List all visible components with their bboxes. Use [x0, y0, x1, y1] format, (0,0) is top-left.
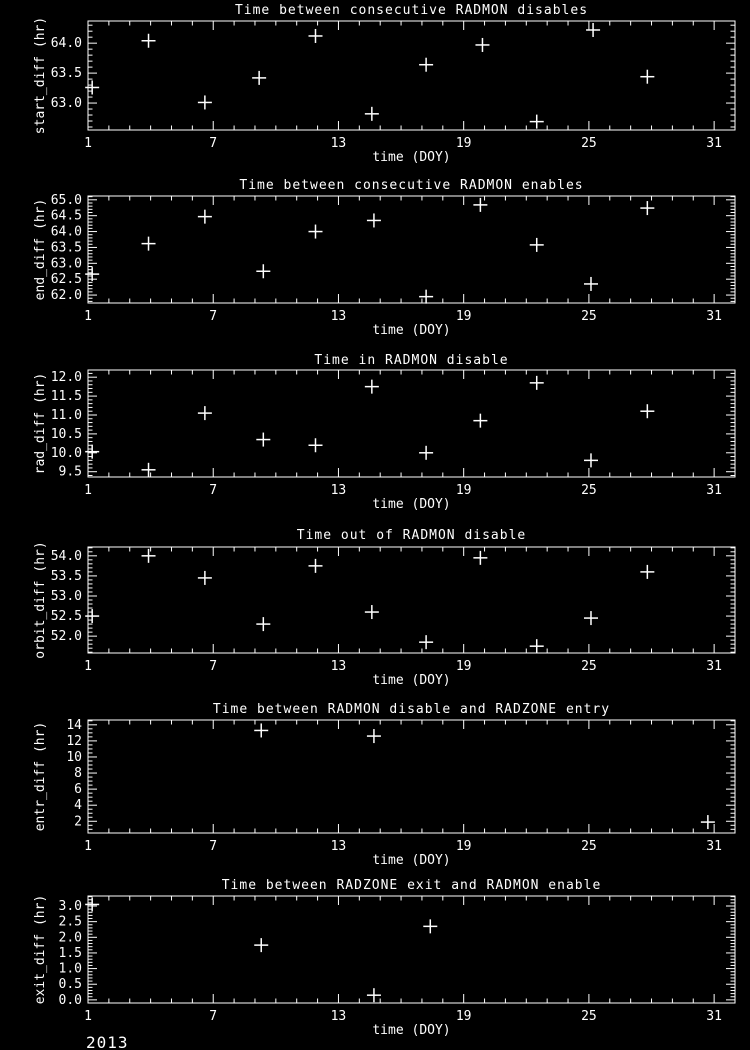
- plot-frame: [88, 720, 735, 833]
- chart-panel-exit-diff: [0, 870, 750, 1050]
- x-axis-label: time (DOY): [372, 497, 451, 512]
- x-axis-label: time (DOY): [372, 673, 451, 688]
- y-axis-label: exit_diff (hr): [33, 894, 48, 1005]
- y-tick-label: 6: [74, 782, 82, 798]
- data-point-marker: [473, 551, 487, 565]
- chart-svg: [0, 0, 750, 175]
- data-point-marker: [85, 267, 99, 281]
- y-tick-label: 63.5: [50, 240, 82, 256]
- x-tick-label: 7: [209, 839, 218, 854]
- data-point-marker: [640, 565, 654, 579]
- y-tick-label: 10: [66, 749, 82, 765]
- y-tick-label: 1.0: [58, 961, 82, 977]
- y-tick-label: 0.5: [58, 977, 82, 993]
- y-tick-label: 12: [66, 733, 82, 749]
- x-tick-label: 25: [581, 309, 597, 324]
- x-tick-label: 1: [84, 1009, 92, 1024]
- x-tick-label: 13: [330, 309, 347, 324]
- data-point-marker: [586, 23, 600, 37]
- y-axis-label: end_diff (hr): [33, 198, 48, 301]
- year-annotation: 2013: [86, 1033, 129, 1050]
- data-point-marker: [142, 34, 156, 48]
- y-axis-label: orbit_diff (hr): [33, 541, 48, 659]
- data-point-marker: [419, 446, 433, 460]
- y-tick-label: 9.5: [58, 464, 82, 480]
- data-point-marker: [473, 198, 487, 212]
- plot-frame: [88, 196, 735, 303]
- x-tick-label: 19: [455, 659, 472, 674]
- y-tick-label: 10.0: [50, 445, 82, 461]
- y-tick-label: 2.0: [58, 930, 82, 946]
- x-tick-label: 19: [455, 483, 472, 498]
- data-point-marker: [419, 290, 433, 304]
- x-tick-label: 25: [581, 839, 597, 854]
- panel-title: Time between consecutive RADMON disables: [234, 3, 589, 18]
- y-tick-label: 52.5: [50, 609, 82, 625]
- data-point-marker: [473, 414, 487, 428]
- chart-svg: [0, 690, 750, 870]
- x-tick-label: 1: [84, 309, 92, 324]
- y-tick-label: 0.0: [58, 992, 82, 1008]
- x-axis-label: time (DOY): [372, 853, 451, 868]
- y-tick-label: 2.5: [58, 914, 82, 930]
- data-point-marker: [142, 549, 156, 563]
- chart-svg: [0, 175, 750, 345]
- x-tick-label: 19: [455, 309, 472, 324]
- y-tick-label: 54.0: [50, 548, 82, 564]
- data-point-marker: [198, 406, 212, 420]
- x-tick-label: 31: [706, 839, 722, 854]
- data-point-marker: [530, 238, 544, 252]
- y-tick-label: 52.0: [50, 629, 82, 645]
- y-axis-label: start_diff (hr): [33, 16, 48, 135]
- x-tick-label: 1: [84, 483, 92, 498]
- data-point-marker: [254, 723, 268, 737]
- plot-frame: [88, 547, 735, 653]
- panel-title: Time between consecutive RADMON enables: [239, 178, 584, 193]
- x-tick-label: 13: [330, 136, 347, 151]
- x-tick-label: 19: [455, 1009, 472, 1024]
- y-tick-label: 10.5: [50, 426, 82, 442]
- y-tick-label: 53.5: [50, 568, 82, 584]
- y-tick-label: 64.0: [50, 224, 82, 240]
- data-point-marker: [85, 80, 99, 94]
- chart-panel-end-diff: [0, 175, 750, 345]
- data-point-marker: [256, 264, 270, 278]
- plot-frame: [88, 896, 735, 1003]
- x-tick-label: 13: [330, 1009, 347, 1024]
- x-tick-label: 7: [209, 659, 218, 674]
- data-point-marker: [584, 277, 598, 291]
- x-tick-label: 31: [706, 1009, 722, 1024]
- x-tick-label: 1: [84, 659, 92, 674]
- x-tick-label: 13: [330, 839, 347, 854]
- x-tick-label: 7: [209, 1009, 218, 1024]
- x-tick-label: 19: [455, 839, 472, 854]
- y-tick-label: 1.5: [58, 945, 82, 961]
- x-axis-label: time (DOY): [372, 323, 451, 338]
- x-tick-label: 7: [209, 136, 218, 151]
- plot-frame: [88, 21, 735, 130]
- data-point-marker: [367, 213, 381, 227]
- panel-title: Time in RADMON disable: [314, 353, 509, 368]
- y-tick-label: 11.0: [50, 407, 82, 423]
- x-tick-label: 31: [706, 136, 722, 151]
- data-point-marker: [530, 376, 544, 390]
- data-point-marker: [423, 919, 437, 933]
- x-tick-label: 25: [581, 483, 597, 498]
- data-point-marker: [530, 115, 544, 129]
- data-point-marker: [584, 453, 598, 467]
- data-point-marker: [640, 201, 654, 215]
- chart-panel-orbit-diff: [0, 520, 750, 690]
- y-tick-label: 62.5: [50, 272, 82, 288]
- x-axis-label: time (DOY): [372, 150, 451, 165]
- data-point-marker: [308, 225, 322, 239]
- data-point-marker: [256, 617, 270, 631]
- y-tick-label: 14: [66, 717, 82, 733]
- data-point-marker: [365, 107, 379, 121]
- x-tick-label: 25: [581, 1009, 597, 1024]
- data-point-marker: [365, 380, 379, 394]
- y-tick-label: 64.5: [50, 208, 82, 224]
- data-point-marker: [530, 639, 544, 653]
- y-tick-label: 64.0: [50, 36, 82, 52]
- y-tick-label: 2: [74, 814, 82, 830]
- x-tick-label: 7: [209, 309, 218, 324]
- y-tick-label: 4: [74, 798, 82, 814]
- x-tick-label: 19: [455, 136, 472, 151]
- y-tick-label: 63.0: [50, 96, 82, 112]
- x-tick-label: 1: [84, 136, 92, 151]
- data-point-marker: [252, 71, 266, 85]
- data-point-marker: [85, 897, 99, 911]
- chart-svg: [0, 345, 750, 520]
- panel-title: Time between RADZONE exit and RADMON enable: [221, 878, 602, 893]
- panel-title: Time between RADMON disable and RADZONE entry: [212, 702, 611, 717]
- data-point-marker: [701, 815, 715, 829]
- x-tick-label: 7: [209, 483, 218, 498]
- y-tick-label: 53.0: [50, 588, 82, 604]
- y-tick-label: 3.0: [58, 899, 82, 915]
- x-tick-label: 13: [330, 483, 347, 498]
- data-point-marker: [365, 605, 379, 619]
- data-point-marker: [308, 438, 322, 452]
- x-tick-label: 31: [706, 309, 722, 324]
- chart-panel-rad-diff: [0, 345, 750, 520]
- data-point-marker: [584, 611, 598, 625]
- data-point-marker: [256, 433, 270, 447]
- data-point-marker: [419, 58, 433, 72]
- y-tick-label: 65.0: [50, 192, 82, 208]
- data-point-marker: [308, 29, 322, 43]
- data-point-marker: [640, 70, 654, 84]
- x-tick-label: 31: [706, 659, 722, 674]
- data-point-marker: [367, 988, 381, 1002]
- data-point-marker: [142, 237, 156, 251]
- data-point-marker: [142, 463, 156, 477]
- data-point-marker: [85, 609, 99, 623]
- x-tick-label: 25: [581, 136, 597, 151]
- y-axis-label: rad_diff (hr): [33, 372, 48, 475]
- data-point-marker: [308, 559, 322, 573]
- chart-svg: [0, 870, 750, 1050]
- chart-svg: [0, 520, 750, 690]
- data-point-marker: [419, 635, 433, 649]
- x-tick-label: 1: [84, 839, 92, 854]
- data-point-marker: [640, 404, 654, 418]
- chart-panel-entr-diff: [0, 690, 750, 870]
- plot-frame: [88, 370, 735, 477]
- y-tick-label: 11.5: [50, 389, 82, 405]
- x-tick-label: 31: [706, 483, 722, 498]
- data-point-marker: [198, 95, 212, 109]
- y-tick-label: 62.0: [50, 288, 82, 304]
- x-tick-label: 13: [330, 659, 347, 674]
- data-point-marker: [198, 571, 212, 585]
- data-point-marker: [475, 38, 489, 52]
- y-tick-label: 63.5: [50, 66, 82, 82]
- data-point-marker: [254, 938, 268, 952]
- data-point-marker: [198, 210, 212, 224]
- y-axis-label: entr_diff (hr): [33, 721, 48, 832]
- y-tick-label: 63.0: [50, 256, 82, 272]
- chart-panel-start-diff: [0, 0, 750, 175]
- panel-title: Time out of RADMON disable: [296, 528, 527, 543]
- data-point-marker: [85, 445, 99, 459]
- x-axis-label: time (DOY): [372, 1023, 451, 1038]
- data-point-marker: [367, 729, 381, 743]
- x-tick-label: 25: [581, 659, 597, 674]
- y-tick-label: 8: [74, 766, 82, 782]
- y-tick-label: 12.0: [50, 370, 82, 386]
